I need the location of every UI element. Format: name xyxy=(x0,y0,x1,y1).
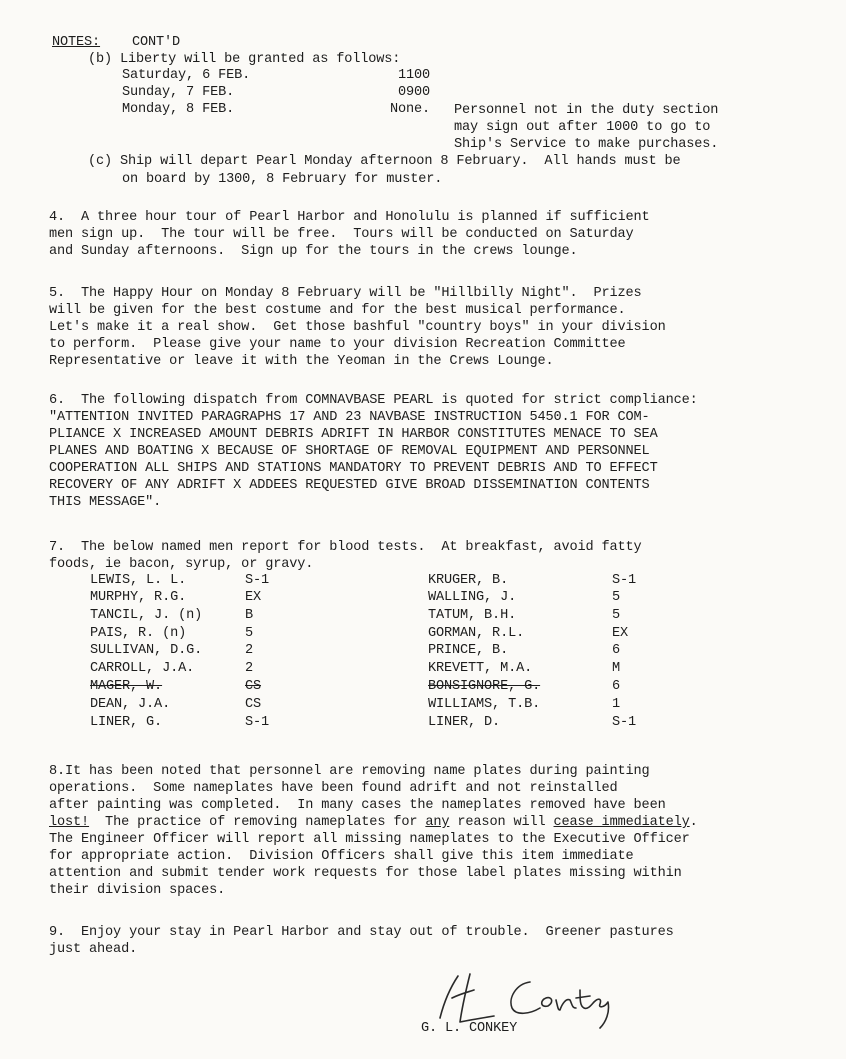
roster-division: EX xyxy=(245,590,262,605)
roster-division: S-1 xyxy=(245,715,270,730)
roster-division: M xyxy=(612,661,621,676)
roster-division: S-1 xyxy=(245,573,270,588)
item-b-lead: (b) Liberty will be granted as follows: xyxy=(88,52,401,67)
roster-division: CS xyxy=(245,697,262,712)
para5-line: 5. The Happy Hour on Monday 8 February will be "Hillbilly Night". Prizes xyxy=(49,286,642,301)
roster-name: WALLING, J. xyxy=(428,590,517,605)
para8-line: their division spaces. xyxy=(49,883,226,898)
roster-name: TATUM, B.H. xyxy=(428,608,517,623)
para6-line: "ATTENTION INVITED PARAGRAPHS 17 AND 23 NAVBASE INSTRUCTION 5450.1 FOR COM- xyxy=(49,410,650,425)
liberty-day: Monday, 8 FEB. xyxy=(122,102,235,117)
para5-line: Let's make it a real show. Get those bashful "country boys" in your division xyxy=(49,320,666,335)
roster-division: CS xyxy=(245,679,262,694)
roster-division: B xyxy=(245,608,254,623)
para6-line: COOPERATION ALL SHIPS AND STATIONS MANDATORY TO PREVENT DEBRIS AND TO EFFECT xyxy=(49,461,658,476)
para4-line: men sign up. The tour will be free. Tours will be conducted on Saturday xyxy=(49,227,634,242)
para6-line: THIS MESSAGE". xyxy=(49,495,162,510)
para8-line: for appropriate action. Division Officers shall give this item immediate xyxy=(49,849,634,864)
notes-label: NOTES: xyxy=(52,35,101,50)
para7-line: foods, ie bacon, syrup, or gravy. xyxy=(49,557,314,572)
para5-line: to perform. Please give your name to your division Recreation Committee xyxy=(49,337,626,352)
liberty-day: Saturday, 6 FEB. xyxy=(122,68,251,83)
para4-line: 4. A three hour tour of Pearl Harbor and Honolulu is planned if sufficient xyxy=(49,210,650,225)
roster-name: GORMAN, R.L. xyxy=(428,626,525,641)
item-c-line: on board by 1300, 8 February for muster. xyxy=(122,172,443,187)
roster-name: DEAN, J.A. xyxy=(90,697,171,712)
para8-line: 8.It has been noted that personnel are removing name plates during painting xyxy=(49,764,650,779)
liberty-day: Sunday, 7 FEB. xyxy=(122,85,235,100)
lost-word: lost! xyxy=(49,815,90,830)
para8-line-emphasis: lost! The practice of removing nameplates for any reason will cease immediately. xyxy=(49,815,698,830)
para6-line: PLANES AND BOATING X BECAUSE OF SHORTAGE OF REMOVAL EQUIPMENT AND PERSONNEL xyxy=(49,444,650,459)
roster-division: 5 xyxy=(612,608,621,623)
para9-line: 9. Enjoy your stay in Pearl Harbor and stay out of trouble. Greener pastures xyxy=(49,925,674,940)
para4-line: and Sunday afternoons. Sign up for the tours in the crews lounge. xyxy=(49,244,578,259)
liberty-time: 1100 xyxy=(398,68,431,83)
roster-name: MAGER, W. xyxy=(90,679,163,694)
para6-line: 6. The following dispatch from COMNAVBASE PEARL is quoted for strict compliance: xyxy=(49,393,698,408)
any-word: any xyxy=(425,815,450,830)
liberty-note-line: Ship's Service to make purchases. xyxy=(454,137,719,152)
item-c-line: (c) Ship will depart Pearl Monday afternoon 8 February. All hands must be xyxy=(88,154,681,169)
roster-division: 1 xyxy=(612,697,621,712)
roster-name: BONSIGNORE, G. xyxy=(428,679,541,694)
para8-line: The Engineer Officer will report all missing nameplates to the Executive Officer xyxy=(49,832,690,847)
para8-line: after painting was completed. In many cases the nameplates removed have been xyxy=(49,798,666,813)
roster-division: S-1 xyxy=(612,715,637,730)
liberty-time: 0900 xyxy=(398,85,431,100)
roster-name: LINER, D. xyxy=(428,715,501,730)
roster-division: EX xyxy=(612,626,629,641)
contd-label: CONT'D xyxy=(132,35,181,50)
para6-line: RECOVERY OF ANY ADRIFT X ADDEES REQUESTED GIVE BROAD DISSEMINATION CONTENTS xyxy=(49,478,650,493)
roster-name: TANCIL, J. (n) xyxy=(90,608,203,623)
para9-line: just ahead. xyxy=(49,942,138,957)
roster-name: WILLIAMS, T.B. xyxy=(428,697,541,712)
liberty-note-line: may sign out after 1000 to go to xyxy=(454,120,711,135)
roster-division: S-1 xyxy=(612,573,637,588)
roster-division: 2 xyxy=(245,661,254,676)
para5-line: will be given for the best costume and for the best musical performance. xyxy=(49,303,626,318)
roster-name: KRUGER, B. xyxy=(428,573,509,588)
para8-line: attention and submit tender work requests for those label plates missing within xyxy=(49,866,682,881)
roster-name: PRINCE, B. xyxy=(428,643,509,658)
liberty-time: None. xyxy=(390,102,431,117)
roster-name: LINER, G. xyxy=(90,715,163,730)
roster-name: PAIS, R. (n) xyxy=(90,626,187,641)
roster-name: SULLIVAN, D.G. xyxy=(90,643,203,658)
roster-name: LEWIS, L. L. xyxy=(90,573,187,588)
cease-immediately-phrase: cease immediately xyxy=(553,815,690,830)
roster-division: 6 xyxy=(612,643,621,658)
para7-line: 7. The below named men report for blood tests. At breakfast, avoid fatty xyxy=(49,540,642,555)
para8-line: operations. Some nameplates have been found adrift and not reinstalled xyxy=(49,781,618,796)
roster-division: 2 xyxy=(245,643,254,658)
signed-name: G. L. CONKEY xyxy=(421,1021,518,1036)
para6-line: PLIANCE X INCREASED AMOUNT DEBRIS ADRIFT IN HARBOR CONSTITUTES MENACE TO SEA xyxy=(49,427,658,442)
roster-name: CARROLL, J.A. xyxy=(90,661,195,676)
roster-division: 6 xyxy=(612,679,621,694)
para5-line: Representative or leave it with the Yeoman in the Crews Lounge. xyxy=(49,354,554,369)
roster-division: 5 xyxy=(612,590,621,605)
roster-name: MURPHY, R.G. xyxy=(90,590,187,605)
roster-division: 5 xyxy=(245,626,254,641)
liberty-note-line: Personnel not in the duty section xyxy=(454,103,719,118)
roster-name: KREVETT, M.A. xyxy=(428,661,533,676)
